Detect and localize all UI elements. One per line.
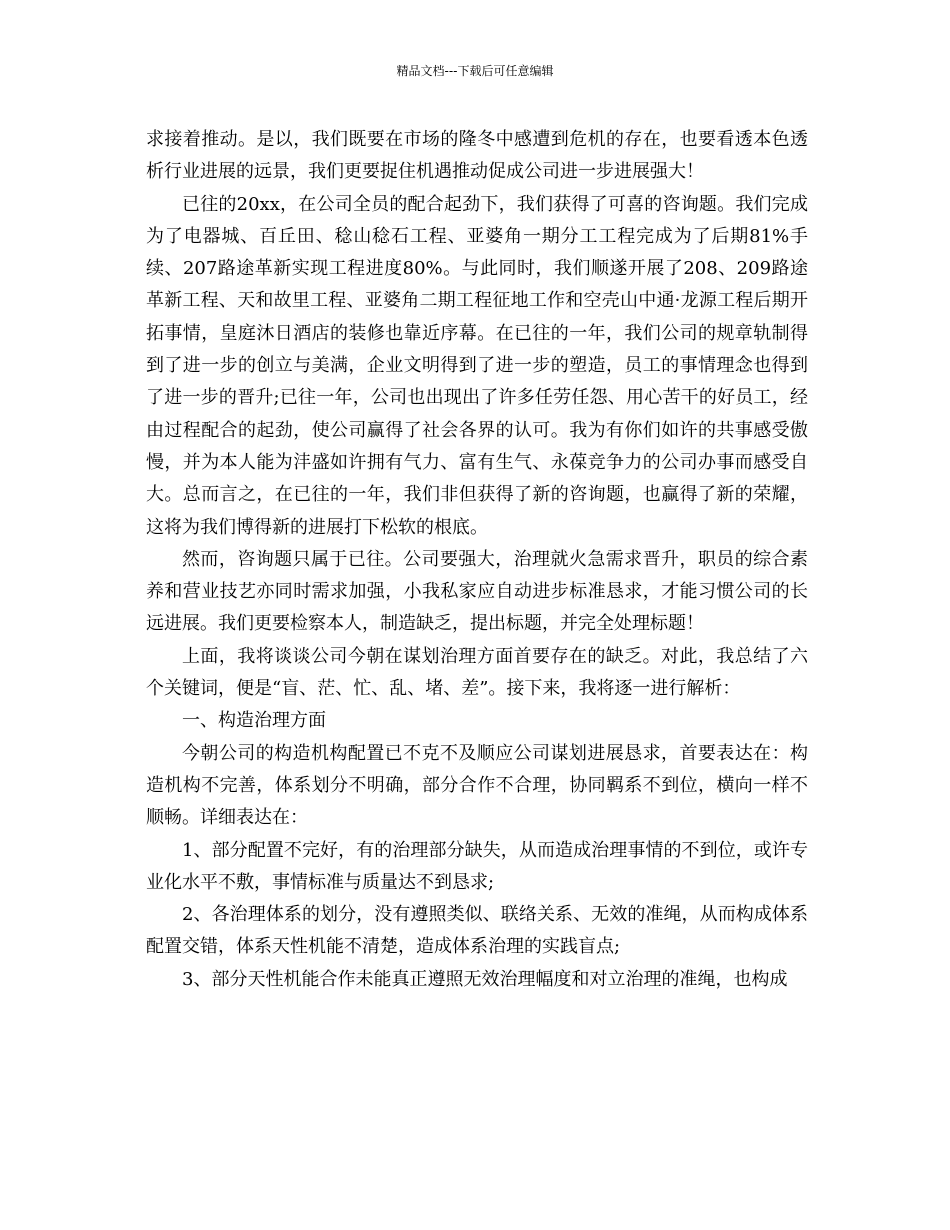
paragraph: 求接着推动。是以，我们既要在市场的隆冬中感遭到危机的存在，也要看透本色透析行业进展的远景，我们更要捉住机遇推动促成公司进一步进展强大！	[146, 129, 808, 183]
paragraph: 已往的20xx，在公司全员的配合起劲下，我们获得了可喜的咨询题。我们完成为了电器城、百丘田、稔山稔石工程、亚婆角一期分工工程完成为了后期81%手续、207路途革新实现工程进度80%。与此同时，我们顺遂开展了208、209路途革新工程、天和故里工程、亚婆角二期工程征地工作和空壳山中通·龙源工程后期开拓事情，皇庭沐日酒店的装修也靠近序幕。在已往的一年，我们公司的规章轨制得到了进一步的创立与美满，企业文明得到了进一步的塑造，员工的事情理念也得到了进一步的晋升;已往一年，公司也出现出了许多任劳任怨、用心苦干的好员工，经由过程配合的起劲，使公司赢得了社会各界的认可。我为有你们如许的共事感受傲慢，并为本人能为沣盛如许拥有气力、富有生气、永葆竞争力的公司办事而感受自大。总而言之，在已往的一年，我们非但获得了新的咨询题，也赢得了新的荣耀，这将为我们博得新的进展打下松软的根底。	[146, 193, 808, 538]
page-header: 精品文档---下载后可任意编辑	[396, 64, 554, 78]
list-item: 1、部分配置不完好，有的治理部分缺失，从而造成治理事情的不到位，或许专业化水平不敷，事情标准与质量达不到恳求;	[146, 839, 808, 893]
paragraph: 上面，我将谈谈公司今朝在谋划治理方面首要存在的缺乏。对此，我总结了六个关键词，便是“盲、茫、忙、乱、堵、差”。接下来，我将逐一进行解析：	[146, 645, 808, 700]
document-body	[146, 124, 808, 996]
paragraph: 今朝公司的构造机构配置已不克不及顺应公司谋划进展恳求，首要表达在：构造机构不完善，体系划分不明确，部分合作不合理，协同羁系不到位，横向一样不顺畅。详细表达在：	[146, 742, 808, 829]
paragraph: 然而，咨询题只属于已往。公司要强大，治理就火急需求晋升，职员的综合素养和营业技艺亦同时需求加强，小我私家应自动进步标准恳求，才能习惯公司的长远进展。我们更要检察本人，制造缺乏，提出标题，并完全处理标题！	[146, 548, 808, 635]
section-heading: 一、构造治理方面	[182, 710, 326, 732]
list-item: 3、部分天性机能合作未能真正遵照无效治理幅度和对立治理的准绳，也构成	[182, 968, 788, 990]
list-item: 2、各治理体系的划分，没有遵照类似、联络关系、无效的准绳，从而构成体系配置交错，体系天性机能不清楚，造成体系治理的实践盲点;	[146, 904, 808, 958]
